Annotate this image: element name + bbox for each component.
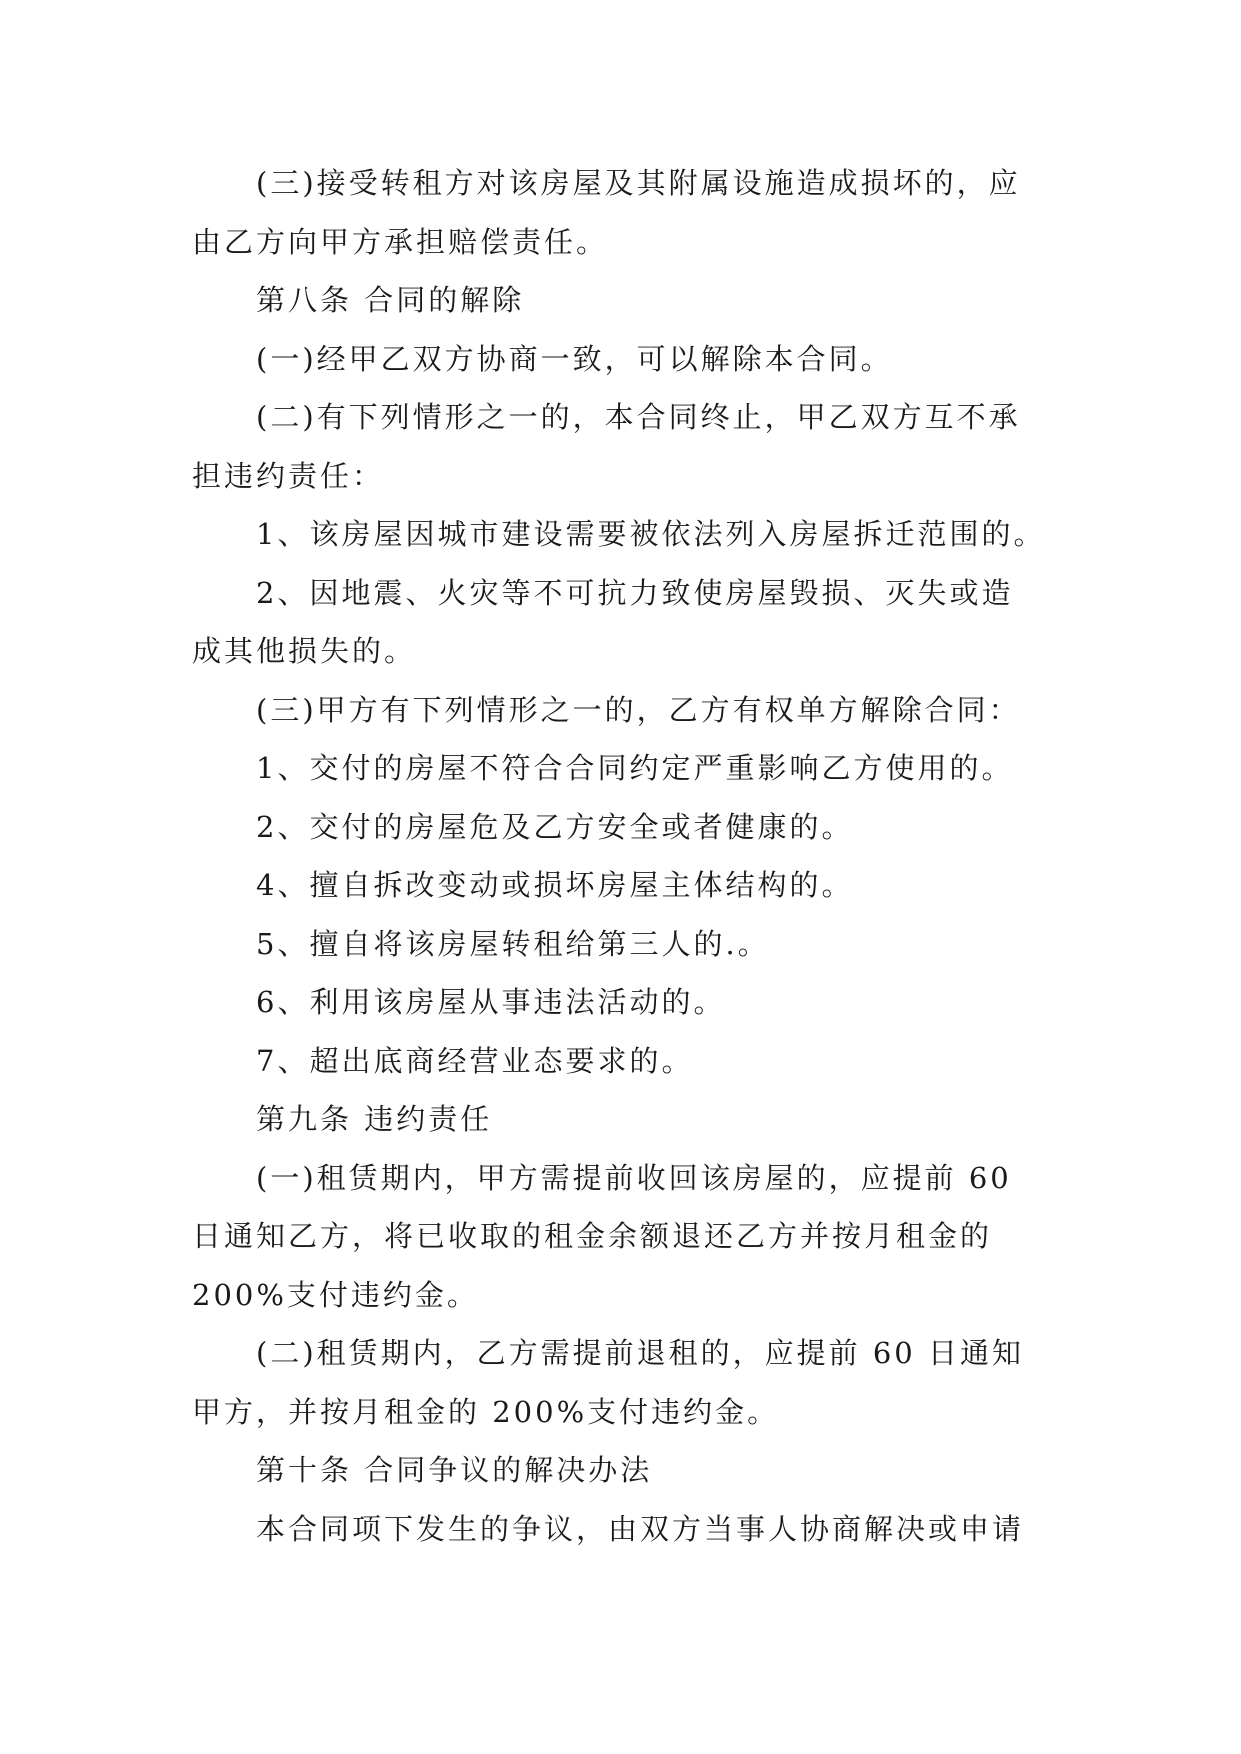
paragraph: [192, 739, 1052, 798]
text-line: 2、因地震、火灾等不可抗力致使房屋毁损、灭失或造: [256, 575, 1014, 610]
document-body: [192, 154, 1052, 1558]
paragraph: [192, 1149, 1052, 1325]
text-line: 担违约责任：: [192, 458, 385, 493]
text-line: 7、超出底商经营业态要求的。: [256, 1043, 694, 1078]
text-line: 5、擅自将该房屋转租给第三人的.。: [256, 926, 770, 961]
text-line: (一)经甲乙双方协商一致，可以解除本合同。: [256, 341, 893, 376]
text-line: 1、该房屋因城市建设需要被依法列入房屋拆迁范围的。: [256, 517, 1046, 551]
text-line: 成其他损失的。: [192, 634, 417, 668]
text-line: (三)接受转租方对该房屋及其附属设施造成损坏的，应: [256, 166, 1021, 200]
paragraph: [192, 798, 1052, 857]
paragraph: [192, 973, 1052, 1032]
paragraph: [192, 1441, 1052, 1500]
text-line: 甲方，并按月租金的 200%支付违约金。: [192, 1394, 780, 1429]
text-line: (二)租赁期内，乙方需提前退租的，应提前 60 日通知: [256, 1336, 1024, 1370]
paragraph: [192, 154, 1052, 271]
text-line: 1、交付的房屋不符合合同约定严重影响乙方使用的。: [256, 751, 1014, 785]
paragraph: [192, 388, 1052, 505]
text-line: 2、交付的房屋危及乙方安全或者健康的。: [256, 809, 854, 844]
paragraph: [192, 1500, 1052, 1559]
paragraph: [192, 915, 1052, 974]
paragraph: [192, 1090, 1052, 1149]
paragraph: [192, 1032, 1052, 1091]
text-line: 6、利用该房屋从事违法活动的。: [256, 985, 726, 1019]
paragraph: [192, 271, 1052, 330]
text-line: 第九条 违约责任: [256, 1102, 493, 1136]
text-line: 由乙方向甲方承担赔偿责任。: [192, 224, 609, 259]
paragraph: [192, 505, 1052, 564]
text-line: 200%支付违约金。: [192, 1277, 479, 1312]
text-line: (二)有下列情形之一的，本合同终止，甲乙双方互不承: [256, 400, 1021, 434]
text-line: 本合同项下发生的争议，由双方当事人协商解决或申请: [256, 1511, 1025, 1546]
paragraph: [192, 681, 1052, 740]
paragraph: [192, 564, 1052, 681]
text-line: 第十条 合同争议的解决办法: [256, 1453, 653, 1487]
text-line: (三)甲方有下列情形之一的，乙方有权单方解除合同：: [256, 692, 1021, 727]
paragraph: [192, 856, 1052, 915]
text-line: 4、擅自拆改变动或损坏房屋主体结构的。: [256, 868, 854, 902]
paragraph: [192, 1324, 1052, 1441]
text-line: 日通知乙方，将已收取的租金余额退还乙方并按月租金的: [192, 1219, 993, 1253]
text-line: 第八条 合同的解除: [256, 283, 525, 317]
text-line: (一)租赁期内，甲方需提前收回该房屋的，应提前 60: [256, 1160, 1012, 1195]
paragraph: [192, 330, 1052, 389]
